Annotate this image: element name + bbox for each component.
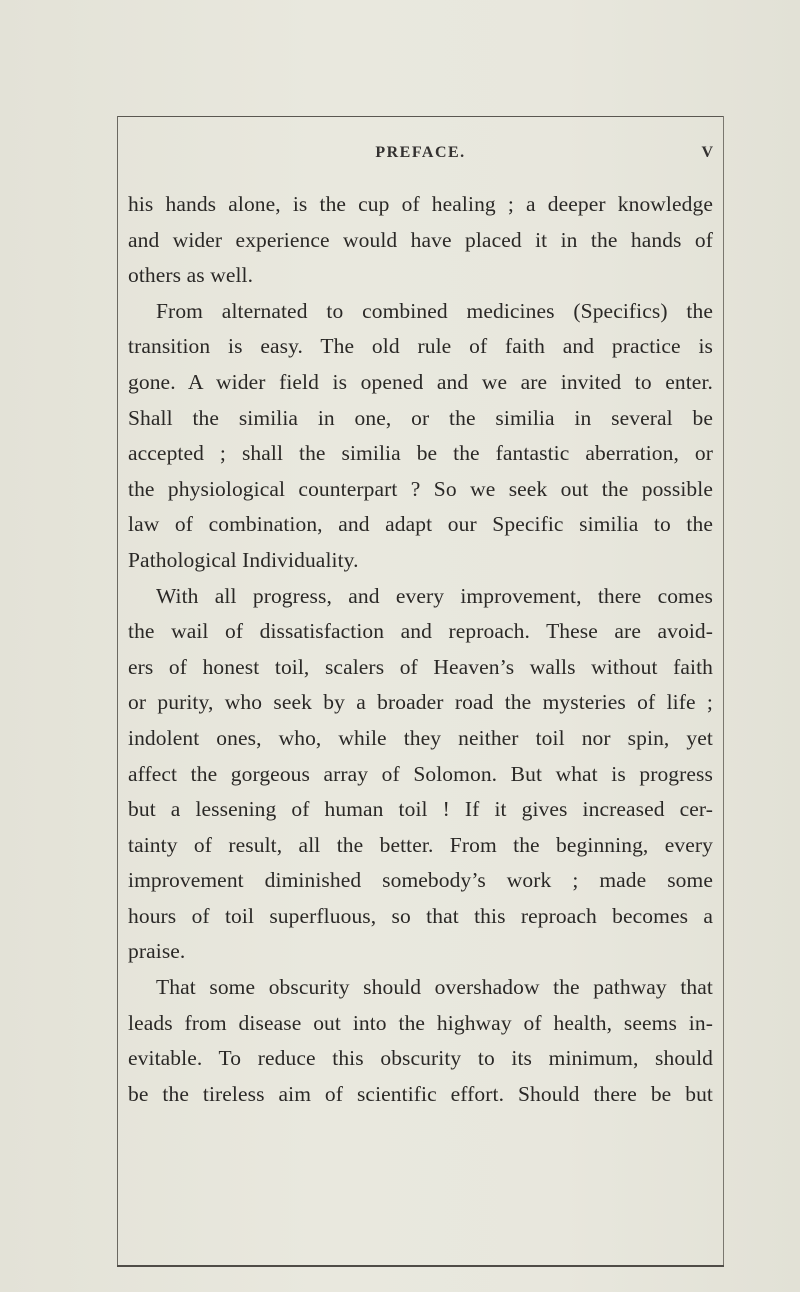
page-border-bottom (117, 1265, 724, 1267)
running-head: PREFACE. (375, 144, 466, 161)
text-line: Shall the similia in one, or the similia in several be (128, 405, 713, 430)
text-line: improvement diminished somebody’s work ; made some (128, 868, 713, 893)
text-line: but a lessening of human toil ! If it gives increased cer- (128, 797, 713, 822)
text-line: transition is easy. The old rule of faith and practice is (128, 334, 713, 359)
text-line: tainty of result, all the better. From the beginning, every (128, 832, 713, 857)
text-line: accepted ; shall the similia be the fantastic aberration, or (128, 441, 713, 466)
text-line: With all progress, and every improvement, there comes (156, 583, 713, 608)
text-line: That some obscurity should overshadow the pathway that (156, 975, 713, 1000)
text-line: affect the gorgeous array of Solomon. But what is progress (128, 761, 713, 786)
text-line: indolent ones, who, while they neither toil nor spin, yet (128, 725, 713, 750)
text-line: his hands alone, is the cup of healing ; a deeper knowledge (128, 192, 713, 216)
text-line: From alternated to combined medicines (Specifics) the (156, 298, 713, 323)
body-text (128, 187, 713, 1112)
text-line: or purity, who seek by a broader road the mysteries of life ; (128, 690, 713, 715)
text-line: evitable. To reduce this obscurity to its minimum, should (128, 1046, 713, 1071)
text-line: the physiological counterpart ? So we seek out the possible (128, 476, 713, 501)
text-line: praise. (128, 939, 186, 964)
page-number: V (701, 144, 713, 161)
text-line: ers of honest toil, scalers of Heaven’s walls without faith (128, 654, 713, 679)
text-line: others as well. (128, 263, 254, 288)
page-border-left (117, 116, 118, 1266)
text-line: gone. A wider field is opened and we are invited to enter. (128, 369, 713, 394)
text-line: the wail of dissatisfaction and reproach. These are avoid- (128, 619, 713, 644)
text-line: leads from disease out into the highway of health, seems in- (128, 1010, 713, 1035)
text-line: and wider experience would have placed it in the hands of (128, 227, 713, 252)
text-line: be the tireless aim of scientific effort. Should there be but (128, 1081, 713, 1106)
text-line: hours of toil superfluous, so that this reproach becomes a (128, 903, 713, 928)
page-border-top (117, 116, 724, 117)
page-header (118, 144, 723, 170)
page-border-right (723, 116, 724, 1266)
text-line: Pathological Individuality. (128, 547, 359, 572)
text-line: law of combination, and adapt our Specific similia to the (128, 512, 713, 537)
